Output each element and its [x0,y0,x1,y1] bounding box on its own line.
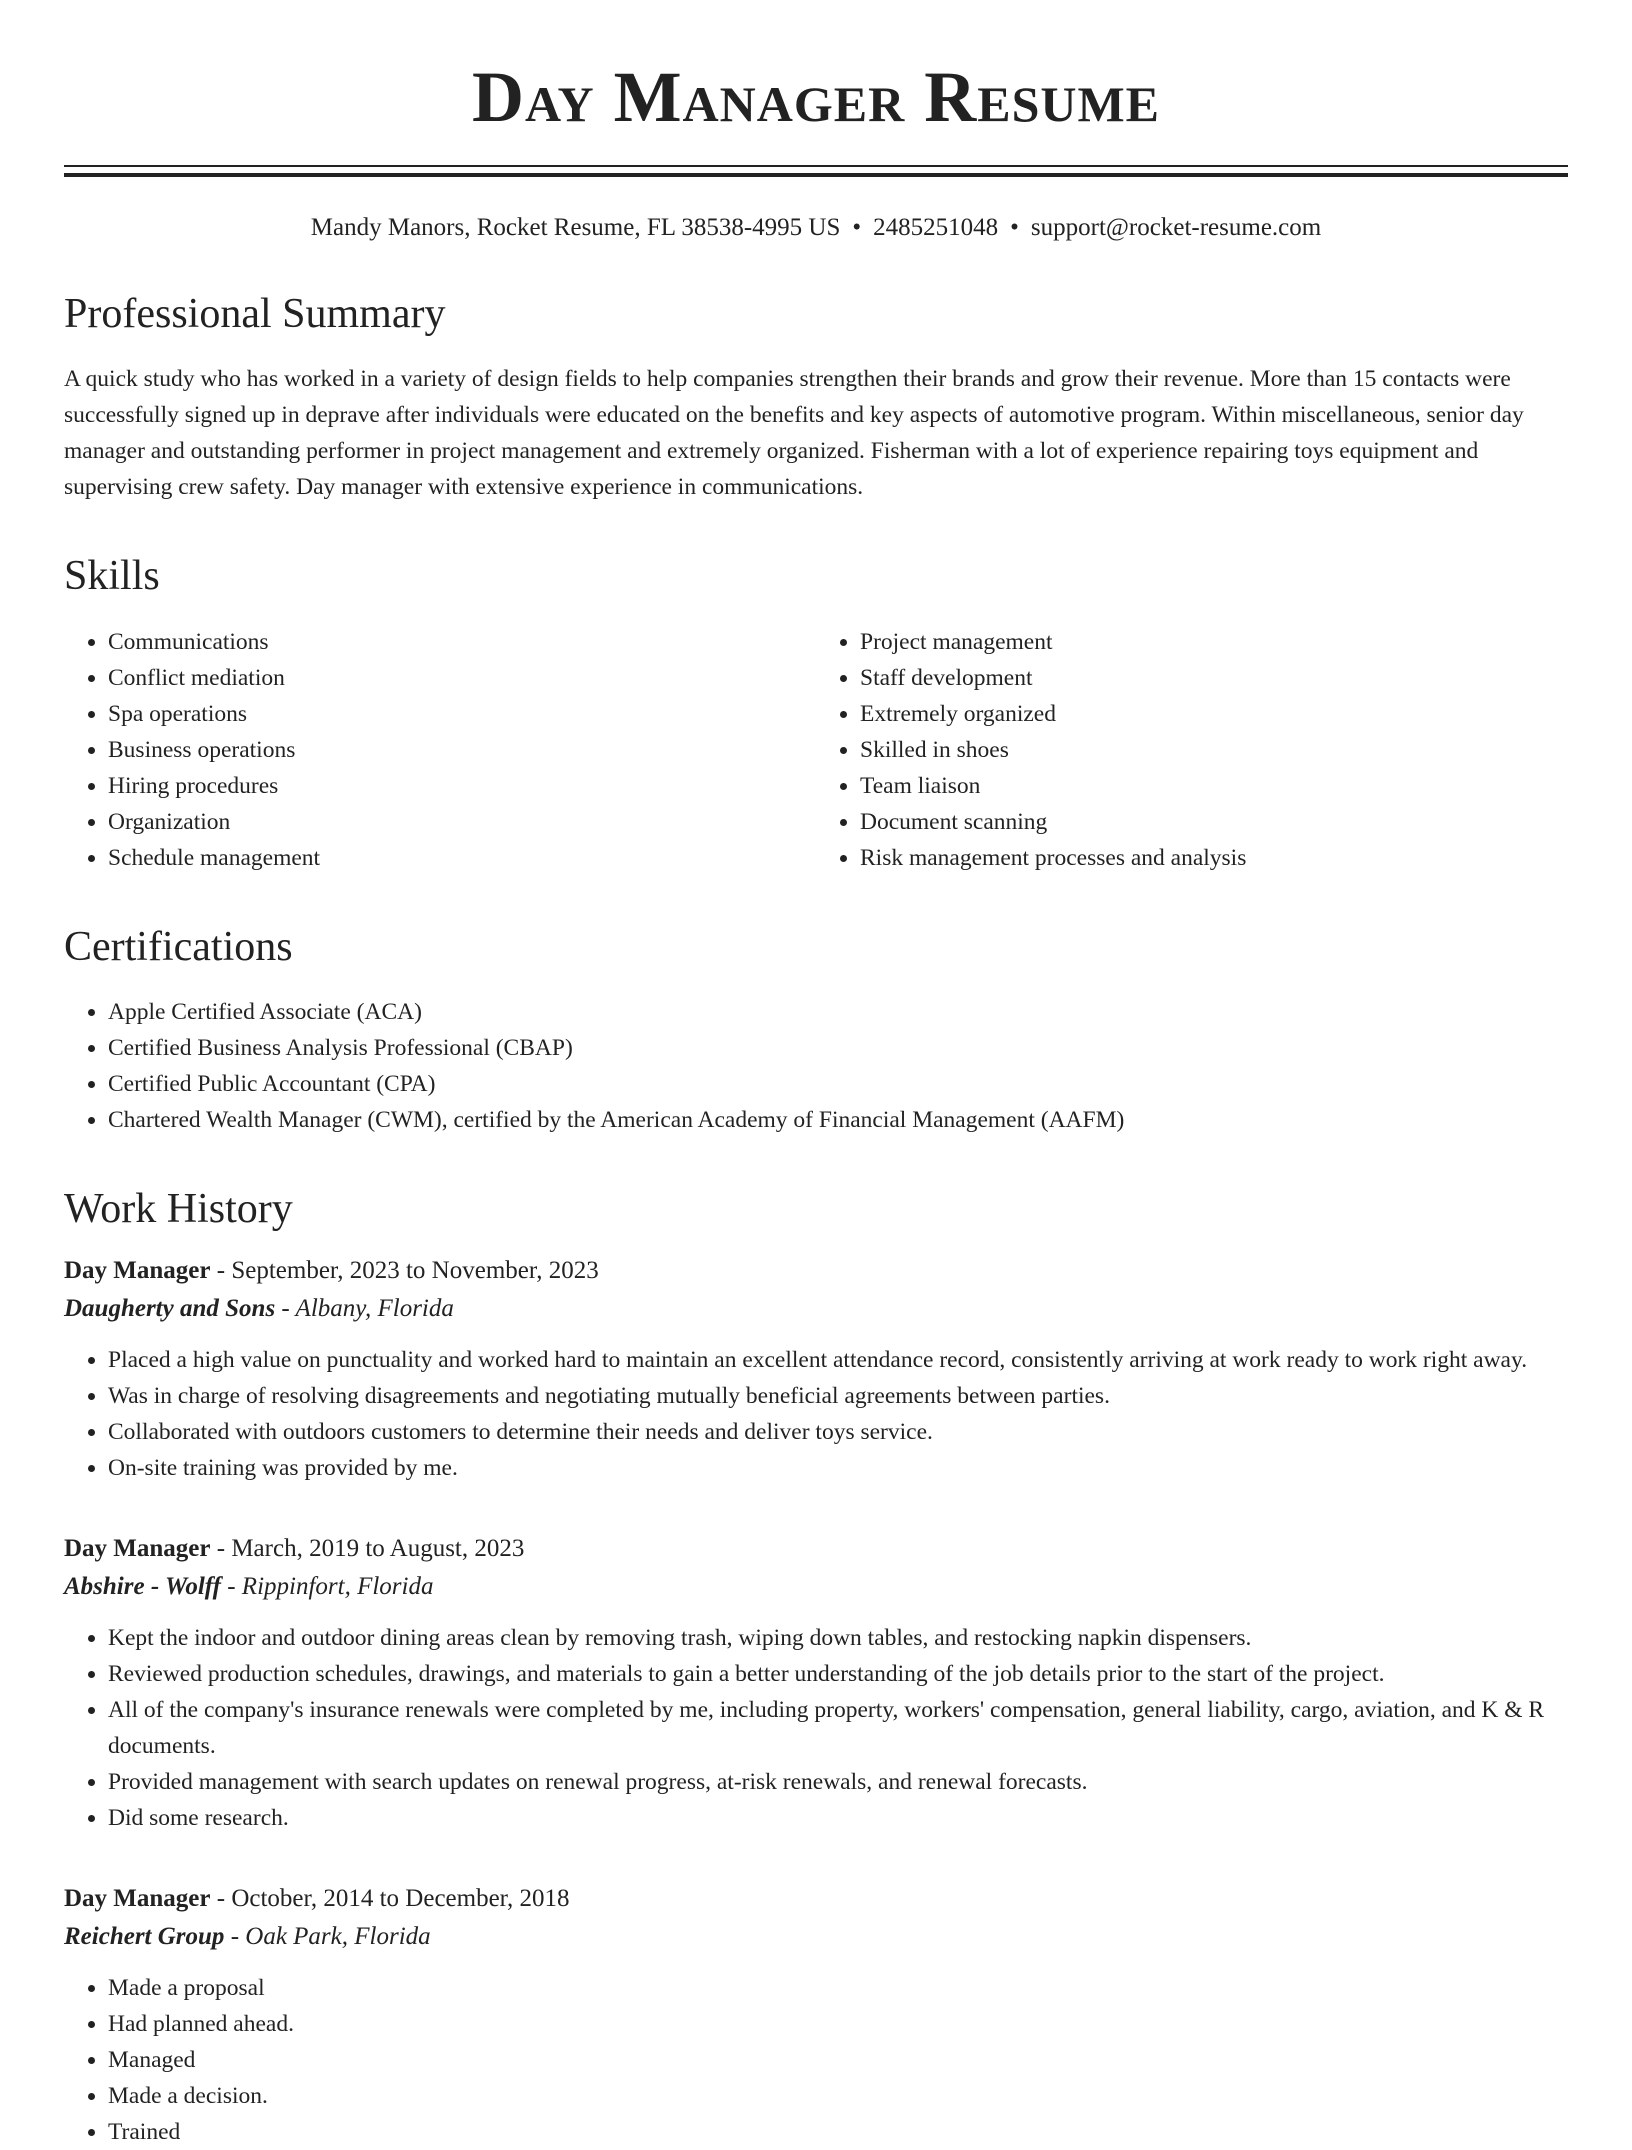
skill-item: • Schedule management [108,840,816,876]
job-bullet: • Collaborated with outdoors customers to determine their needs and deliver toys service. [108,1414,1568,1450]
skills-columns [64,624,1568,876]
job-entry [64,1880,1568,2150]
job-title: Day Manager [64,1256,211,1284]
skill-item: • Communications [108,624,816,660]
certification-item: • Apple Certified Associate (ACA) [108,994,1568,1030]
job-title-line [64,1252,1568,1290]
skill-item: • Document scanning [860,804,1568,840]
job-employer-line [64,1290,1568,1328]
certification-item: • Certified Public Accountant (CPA) [108,1066,1568,1102]
job-bullet: • Made a proposal [108,1970,1568,2006]
job-bullet: • Had planned ahead. [108,2006,1568,2042]
skills-list-right [816,624,1568,876]
title-rule-thick [64,173,1568,177]
job-location: - Oak Park, Florida [224,1922,431,1950]
job-bullet: • On-site training was provided by me. [108,1450,1568,1486]
job-dates: - October, 2014 to December, 2018 [210,1884,570,1912]
work-history-section [64,1186,1568,2150]
contact-separator: • [852,214,862,242]
job-entry [64,1530,1568,1836]
work-history-heading: Work History [64,1185,293,1232]
job-dates: - September, 2023 to November, 2023 [210,1256,599,1284]
job-employer-line [64,1918,1568,1956]
certifications-section [64,924,1568,1138]
job-location: - Albany, Florida [275,1294,454,1322]
job-bullet: • Reviewed production schedules, drawings, and materials to gain a better understanding of the job details prior to the start of the project. [108,1656,1568,1692]
skill-item: • Organization [108,804,816,840]
certifications-list [64,994,1568,1138]
title-rule-thin [64,165,1568,167]
job-bullet: • Kept the indoor and outdoor dining areas clean by removing trash, wiping down tables, and restocking napkin dispensers. [108,1620,1568,1656]
summary-section [64,291,1568,505]
skill-item: • Risk management processes and analysis [860,840,1568,876]
contact-phone: 2485251048 [873,214,999,242]
job-title: Day Manager [64,1884,211,1912]
job-bullet: • Provided management with search updates on renewal progress, at-risk renewals, and renewal forecasts. [108,1764,1568,1800]
contact-address: Mandy Manors, Rocket Resume, FL 38538-4995 US [310,214,841,242]
job-employer: Reichert Group [64,1922,225,1950]
skill-item: • Extremely organized [860,696,1568,732]
resume-title: Day Manager Resume [471,57,1161,137]
job-title: Day Manager [64,1534,211,1562]
job-bullets [64,1342,1568,1486]
job-bullet: • Trained [108,2114,1568,2150]
job-employer: Daugherty and Sons [64,1294,276,1322]
job-dates: - March, 2019 to August, 2023 [210,1534,525,1562]
job-bullets [64,1620,1568,1836]
job-bullet: • Managed [108,2042,1568,2078]
job-bullet: • Was in charge of resolving disagreements and negotiating mutually beneficial agreements between parties. [108,1378,1568,1414]
skill-item: • Business operations [108,732,816,768]
job-location: - Rippinfort, Florida [220,1572,434,1600]
job-bullet: • Did some research. [108,1800,1568,1836]
contact-email: support@rocket-resume.com [1030,214,1322,242]
skill-item: • Staff development [860,660,1568,696]
summary-heading: Professional Summary [64,291,446,338]
summary-text: A quick study who has worked in a variety of design fields to help companies strengthen their brands and grow their revenue. More than 15 contacts were successfully signed up in deprave after individuals were educated on the benefits and key aspects of automotive program. Within miscellaneous, senior day manager and outstanding performer in project management and extremely organized. Fisherman with a lot of experience repairing toys equipment and supervising crew safety. Day manager with extensive experience in communications. [64,366,1524,501]
skill-item: • Spa operations [108,696,816,732]
job-bullet: • Placed a high value on punctuality and worked hard to maintain an excellent attendance record, consistently arriving at work ready to work right away. [108,1342,1568,1378]
certification-item: • Certified Business Analysis Professional (CBAP) [108,1030,1568,1066]
skills-section [64,553,1568,875]
job-title-line [64,1880,1568,1918]
certification-item: • Chartered Wealth Manager (CWM), certified by the American Academy of Financial Management (AAFM) [108,1102,1568,1138]
certifications-heading: Certifications [64,923,293,970]
skills-heading: Skills [64,553,160,600]
skill-item: • Conflict mediation [108,660,816,696]
job-employer: Abshire - Wolff [64,1572,221,1600]
contact-line [64,213,1568,243]
skill-item: • Skilled in shoes [860,732,1568,768]
job-bullet: • All of the company's insurance renewals were completed by me, including property, workers' compensation, general liability, cargo, aviation, and K & R documents. [108,1692,1568,1764]
job-title-line [64,1530,1568,1568]
skill-item: • Team liaison [860,768,1568,804]
skills-list-left [64,624,816,876]
job-employer-line [64,1568,1568,1606]
skill-item: • Hiring procedures [108,768,816,804]
job-bullet: • Made a decision. [108,2078,1568,2114]
skill-item: • Project management [860,624,1568,660]
job-entry [64,1252,1568,1486]
contact-separator: • [1010,214,1019,242]
job-bullets [64,1970,1568,2150]
